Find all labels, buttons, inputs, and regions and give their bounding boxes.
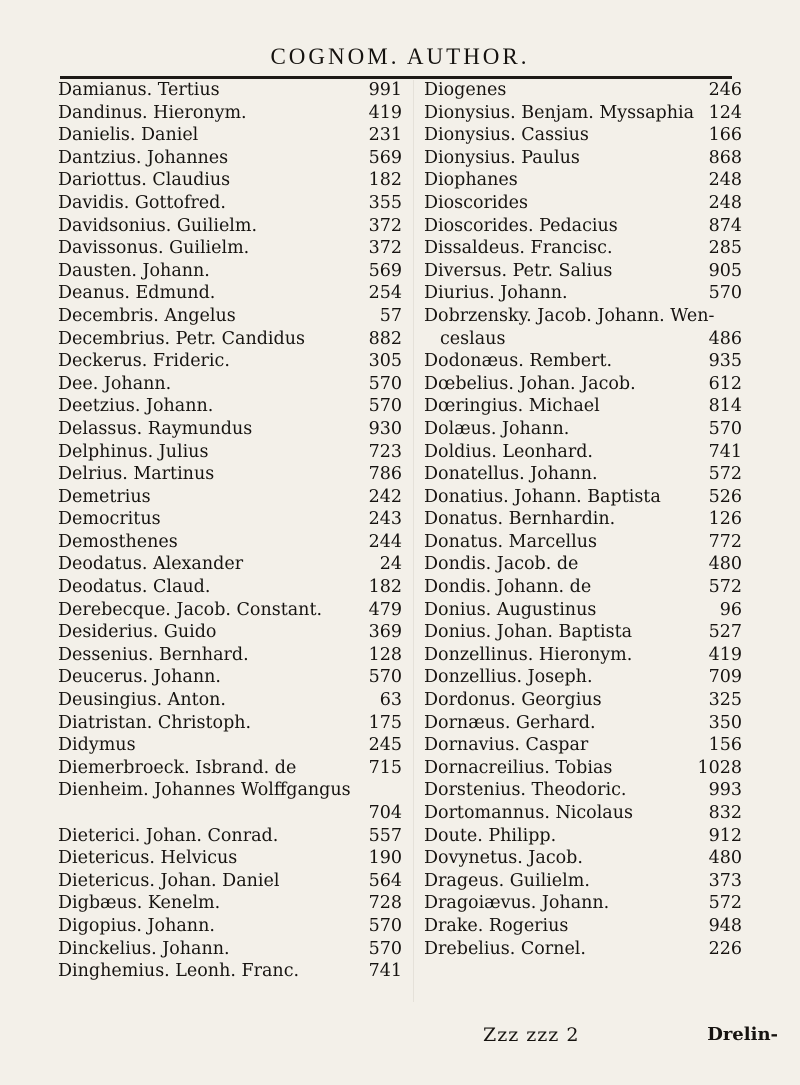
page-number: 126 xyxy=(708,509,742,530)
index-entry xyxy=(424,192,742,215)
page-number: 285 xyxy=(708,238,742,259)
index-entry xyxy=(424,305,742,350)
author-name: Dobrzensky. Jacob. Johann. Wen- xyxy=(424,305,715,326)
index-entry xyxy=(58,508,402,531)
page-number: 704 xyxy=(368,803,402,823)
catchword: Drelin- xyxy=(707,1024,778,1045)
author-name: Drageus. Guilielm. xyxy=(424,870,590,891)
index-entry xyxy=(424,124,742,147)
author-name: Dionysius. Paulus xyxy=(424,147,580,168)
page-number: 156 xyxy=(708,735,742,756)
author-name: Donius. Johan. Baptista xyxy=(424,622,633,643)
author-name: Donatellus. Johann. xyxy=(424,464,598,485)
index-entry xyxy=(424,621,742,644)
page-number: 570 xyxy=(708,418,742,439)
left-column xyxy=(58,79,402,983)
index-entry xyxy=(424,215,742,238)
index-entry xyxy=(58,847,402,870)
page-number: 190 xyxy=(368,848,402,869)
page-number: 355 xyxy=(368,192,402,213)
index-entry xyxy=(424,870,742,893)
page-number: 24 xyxy=(379,554,402,575)
page-number: 832 xyxy=(708,803,742,823)
page-number: 480 xyxy=(708,554,742,575)
page-number: 1028 xyxy=(697,757,742,778)
author-name: Davidis. Gottofred. xyxy=(58,192,226,213)
page-number: 175 xyxy=(368,712,402,733)
index-entry xyxy=(58,553,402,576)
author-name: Doldius. Leonhard. xyxy=(424,441,593,462)
page-number: 935 xyxy=(708,351,742,372)
page-header: COGNOM. AUTHOR. xyxy=(270,44,530,69)
author-name-continuation: ceslaus xyxy=(440,328,506,349)
author-name: Dionysius. Cassius xyxy=(424,125,589,146)
page-number: 369 xyxy=(368,622,402,643)
page-number: 786 xyxy=(368,464,402,485)
index-entry xyxy=(424,79,742,102)
author-name: Digbæus. Kenelm. xyxy=(58,893,221,914)
author-name: Diogenes xyxy=(424,80,507,100)
author-name: Deodatus. Claud. xyxy=(58,577,211,598)
page-number: 226 xyxy=(708,938,742,959)
index-entry xyxy=(424,395,742,418)
author-name: Dornacreilius. Tobias xyxy=(424,757,613,778)
page-number: 570 xyxy=(368,396,402,417)
page-number: 479 xyxy=(368,599,402,620)
index-entry xyxy=(424,689,742,712)
index-entry xyxy=(58,689,402,712)
page-number: 372 xyxy=(368,238,402,259)
index-entry xyxy=(58,305,402,328)
index-entry xyxy=(58,892,402,915)
index-entry xyxy=(424,892,742,915)
author-name: Dondis. Johann. de xyxy=(424,577,592,598)
author-name: Donatus. Bernhardin. xyxy=(424,509,616,530)
signature-mark: Zzz zzz 2 xyxy=(483,1024,580,1046)
author-name: Derebecque. Jacob. Constant. xyxy=(58,599,323,620)
index-entry xyxy=(424,644,742,667)
author-name: Delassus. Raymundus xyxy=(58,418,253,439)
author-name: Dienheim. Johannes Wolffgangus xyxy=(58,780,351,801)
page-number: 564 xyxy=(368,870,402,891)
column-divider xyxy=(413,80,414,1002)
page-number: 246 xyxy=(708,80,742,100)
index-entry xyxy=(58,282,402,305)
author-name: Diophanes xyxy=(424,170,518,191)
index-entry xyxy=(58,237,402,260)
index-entry xyxy=(58,938,402,961)
page-number: 124 xyxy=(708,102,742,123)
author-name: Desiderius. Guido xyxy=(58,622,217,643)
index-entry xyxy=(424,282,742,305)
author-name: Damianus. Tertius xyxy=(58,80,220,100)
page-number: 741 xyxy=(708,441,742,462)
index-entry xyxy=(424,237,742,260)
page-number: 991 xyxy=(368,80,402,100)
author-name: Dorstenius. Theodoric. xyxy=(424,780,627,801)
page-number: 868 xyxy=(708,147,742,168)
index-entry xyxy=(58,124,402,147)
author-name: Demosthenes xyxy=(58,531,178,552)
author-name: Dee. Johann. xyxy=(58,373,172,394)
author-name: Deodatus. Alexander xyxy=(58,554,244,575)
index-entry xyxy=(58,215,402,238)
index-entry xyxy=(424,441,742,464)
page-number: 182 xyxy=(368,170,402,191)
author-name: Deetzius. Johann. xyxy=(58,396,214,417)
page-number: 245 xyxy=(368,735,402,756)
author-name: Didymus xyxy=(58,735,136,756)
index-entry xyxy=(424,463,742,486)
index-entry xyxy=(424,666,742,689)
author-name: Dioscorides xyxy=(424,192,528,213)
page-number: 244 xyxy=(368,531,402,552)
author-name: Donzellius. Joseph. xyxy=(424,667,593,688)
author-name: Donatius. Johann. Baptista xyxy=(424,486,661,507)
author-name: Deusingius. Anton. xyxy=(58,690,226,711)
index-entry xyxy=(58,486,402,509)
page-number: 96 xyxy=(719,599,742,620)
author-name: Dœringius. Michael xyxy=(424,396,600,417)
index-entry xyxy=(58,644,402,667)
author-name: Donzellinus. Hieronym. xyxy=(424,644,633,665)
page-number: 741 xyxy=(368,961,402,982)
page-number: 63 xyxy=(379,690,402,711)
index-entry xyxy=(424,350,742,373)
index-entry xyxy=(58,328,402,351)
author-name: Donatus. Marcellus xyxy=(424,531,598,552)
index-entry xyxy=(58,734,402,757)
index-entry xyxy=(424,757,742,780)
author-name: Davissonus. Guilielm. xyxy=(58,238,250,259)
index-entry xyxy=(58,350,402,373)
author-name: Diemerbroeck. Isbrand. de xyxy=(58,757,297,778)
index-entry xyxy=(58,666,402,689)
index-entry xyxy=(58,712,402,735)
index-entry xyxy=(58,102,402,125)
author-name: Davidsonius. Guilielm. xyxy=(58,215,258,236)
author-name: Demetrius xyxy=(58,486,151,507)
page-number: 480 xyxy=(708,848,742,869)
author-name: Diatristan. Christoph. xyxy=(58,712,252,733)
index-entry xyxy=(424,169,742,192)
author-name: Drake. Rogerius xyxy=(424,915,569,936)
page-number: 243 xyxy=(368,509,402,530)
author-name: Dantzius. Johannes xyxy=(58,147,229,168)
page-number: 728 xyxy=(368,893,402,914)
author-name: Drebelius. Cornel. xyxy=(424,938,586,959)
index-entry xyxy=(424,553,742,576)
index-entry xyxy=(58,870,402,893)
author-name: Dornavius. Caspar xyxy=(424,735,589,756)
author-name: Dodonæus. Rembert. xyxy=(424,351,613,372)
index-entry xyxy=(424,712,742,735)
index-entry xyxy=(58,915,402,938)
author-name: Dortomannus. Nicolaus xyxy=(424,803,633,823)
author-name: Decembris. Angelus xyxy=(58,305,236,326)
author-name: Dinghemius. Leonh. Franc. xyxy=(58,961,300,982)
author-name: Dornæus. Gerhard. xyxy=(424,712,596,733)
index-entry xyxy=(424,260,742,283)
author-name: Dragoiævus. Johann. xyxy=(424,893,610,914)
page-number: 166 xyxy=(708,125,742,146)
page-number: 248 xyxy=(708,170,742,191)
index-entry xyxy=(424,508,742,531)
page-number: 569 xyxy=(368,147,402,168)
author-name: Dieterici. Johan. Conrad. xyxy=(58,825,279,846)
index-entry xyxy=(58,147,402,170)
author-name: Deanus. Edmund. xyxy=(58,283,216,304)
page-number: 930 xyxy=(368,418,402,439)
author-name: Dausten. Johann. xyxy=(58,260,210,281)
index-entry xyxy=(424,779,742,802)
page-number: 350 xyxy=(708,712,742,733)
page-number: 570 xyxy=(708,283,742,304)
index-entry xyxy=(424,576,742,599)
page-number: 254 xyxy=(368,283,402,304)
author-name: Digopius. Johann. xyxy=(58,915,215,936)
index-entry xyxy=(424,373,742,396)
index-entry xyxy=(424,938,742,961)
author-name: Dondis. Jacob. de xyxy=(424,554,579,575)
page-number: 572 xyxy=(708,893,742,914)
author-name: Dietericus. Johan. Daniel xyxy=(58,870,280,891)
page-number: 128 xyxy=(368,644,402,665)
index-entry xyxy=(58,169,402,192)
page-number: 572 xyxy=(708,577,742,598)
index-entry xyxy=(424,531,742,554)
page-number: 570 xyxy=(368,915,402,936)
page-number: 723 xyxy=(368,441,402,462)
page-number: 569 xyxy=(368,260,402,281)
author-name: Dinckelius. Johann. xyxy=(58,938,230,959)
index-entry xyxy=(58,825,402,848)
page-number: 570 xyxy=(368,667,402,688)
author-name: Diurius. Johann. xyxy=(424,283,568,304)
index-entry xyxy=(58,373,402,396)
page-number: 182 xyxy=(368,577,402,598)
index-entry xyxy=(424,802,742,825)
author-name: Dandinus. Hieronym. xyxy=(58,102,247,123)
page-number: 948 xyxy=(708,915,742,936)
page-number: 882 xyxy=(368,328,402,349)
author-name: Diversus. Petr. Salius xyxy=(424,260,613,281)
index-entry xyxy=(58,576,402,599)
page-number: 486 xyxy=(708,328,742,349)
author-name: Deckerus. Frideric. xyxy=(58,351,230,372)
index-entry xyxy=(424,847,742,870)
page-number: 557 xyxy=(368,825,402,846)
page-number: 715 xyxy=(368,757,402,778)
index-entry xyxy=(424,734,742,757)
page-number: 570 xyxy=(368,373,402,394)
index-entry xyxy=(58,599,402,622)
author-name: Decembrius. Petr. Candidus xyxy=(58,328,305,349)
index-entry xyxy=(424,825,742,848)
page-number: 526 xyxy=(708,486,742,507)
index-entry xyxy=(424,418,742,441)
page-number: 912 xyxy=(708,825,742,846)
index-entry xyxy=(424,486,742,509)
index-entry xyxy=(58,395,402,418)
index-entry xyxy=(58,192,402,215)
page-number: 373 xyxy=(708,870,742,891)
author-name: Democritus xyxy=(58,509,161,530)
author-name: Delrius. Martinus xyxy=(58,464,215,485)
author-name: Deucerus. Johann. xyxy=(58,667,221,688)
index-entry xyxy=(58,757,402,780)
author-name: Dariottus. Claudius xyxy=(58,170,231,191)
index-entry xyxy=(424,599,742,622)
author-name: Doute. Philipp. xyxy=(424,825,557,846)
index-entry xyxy=(58,79,402,102)
page-number: 905 xyxy=(708,260,742,281)
index-entry xyxy=(58,463,402,486)
page-number: 612 xyxy=(708,373,742,394)
index-entry xyxy=(58,441,402,464)
author-name: Dovynetus. Jacob. xyxy=(424,848,583,869)
index-entry xyxy=(58,531,402,554)
page-number: 772 xyxy=(708,531,742,552)
page-number: 325 xyxy=(708,690,742,711)
author-name: Danielis. Daniel xyxy=(58,125,199,146)
page-number: 993 xyxy=(708,780,742,801)
author-name: Delphinus. Julius xyxy=(58,441,209,462)
page-number: 527 xyxy=(708,622,742,643)
page-number: 372 xyxy=(368,215,402,236)
author-name: Dietericus. Helvicus xyxy=(58,848,238,869)
page-number: 570 xyxy=(368,938,402,959)
page-number: 305 xyxy=(368,351,402,372)
page-number: 248 xyxy=(708,192,742,213)
author-name: Dissaldeus. Francisc. xyxy=(424,238,613,259)
page-number: 242 xyxy=(368,486,402,507)
index-entry xyxy=(424,915,742,938)
index-entry xyxy=(58,779,402,824)
author-name: Dioscorides. Pedacius xyxy=(424,215,618,236)
right-column xyxy=(424,79,742,960)
page-number: 419 xyxy=(708,644,742,665)
page-number: 572 xyxy=(708,464,742,485)
index-entry xyxy=(58,260,402,283)
author-name: Dordonus. Georgius xyxy=(424,690,602,711)
page-number: 874 xyxy=(708,215,742,236)
page-number: 419 xyxy=(368,102,402,123)
index-entry xyxy=(424,102,742,125)
author-name: Dolæus. Johann. xyxy=(424,418,570,439)
page-number: 231 xyxy=(368,125,402,146)
page-number: 814 xyxy=(708,396,742,417)
author-name: Donius. Augustinus xyxy=(424,599,597,620)
index-entry xyxy=(58,960,402,983)
page-number: 709 xyxy=(708,667,742,688)
author-name: Dessenius. Bernhard. xyxy=(58,644,249,665)
index-entry xyxy=(58,621,402,644)
page-number: 57 xyxy=(379,305,402,326)
index-entry xyxy=(424,147,742,170)
index-entry xyxy=(58,418,402,441)
author-name: Dœbelius. Johan. Jacob. xyxy=(424,373,636,394)
author-name: Dionysius. Benjam. Myssaphia xyxy=(424,102,695,123)
